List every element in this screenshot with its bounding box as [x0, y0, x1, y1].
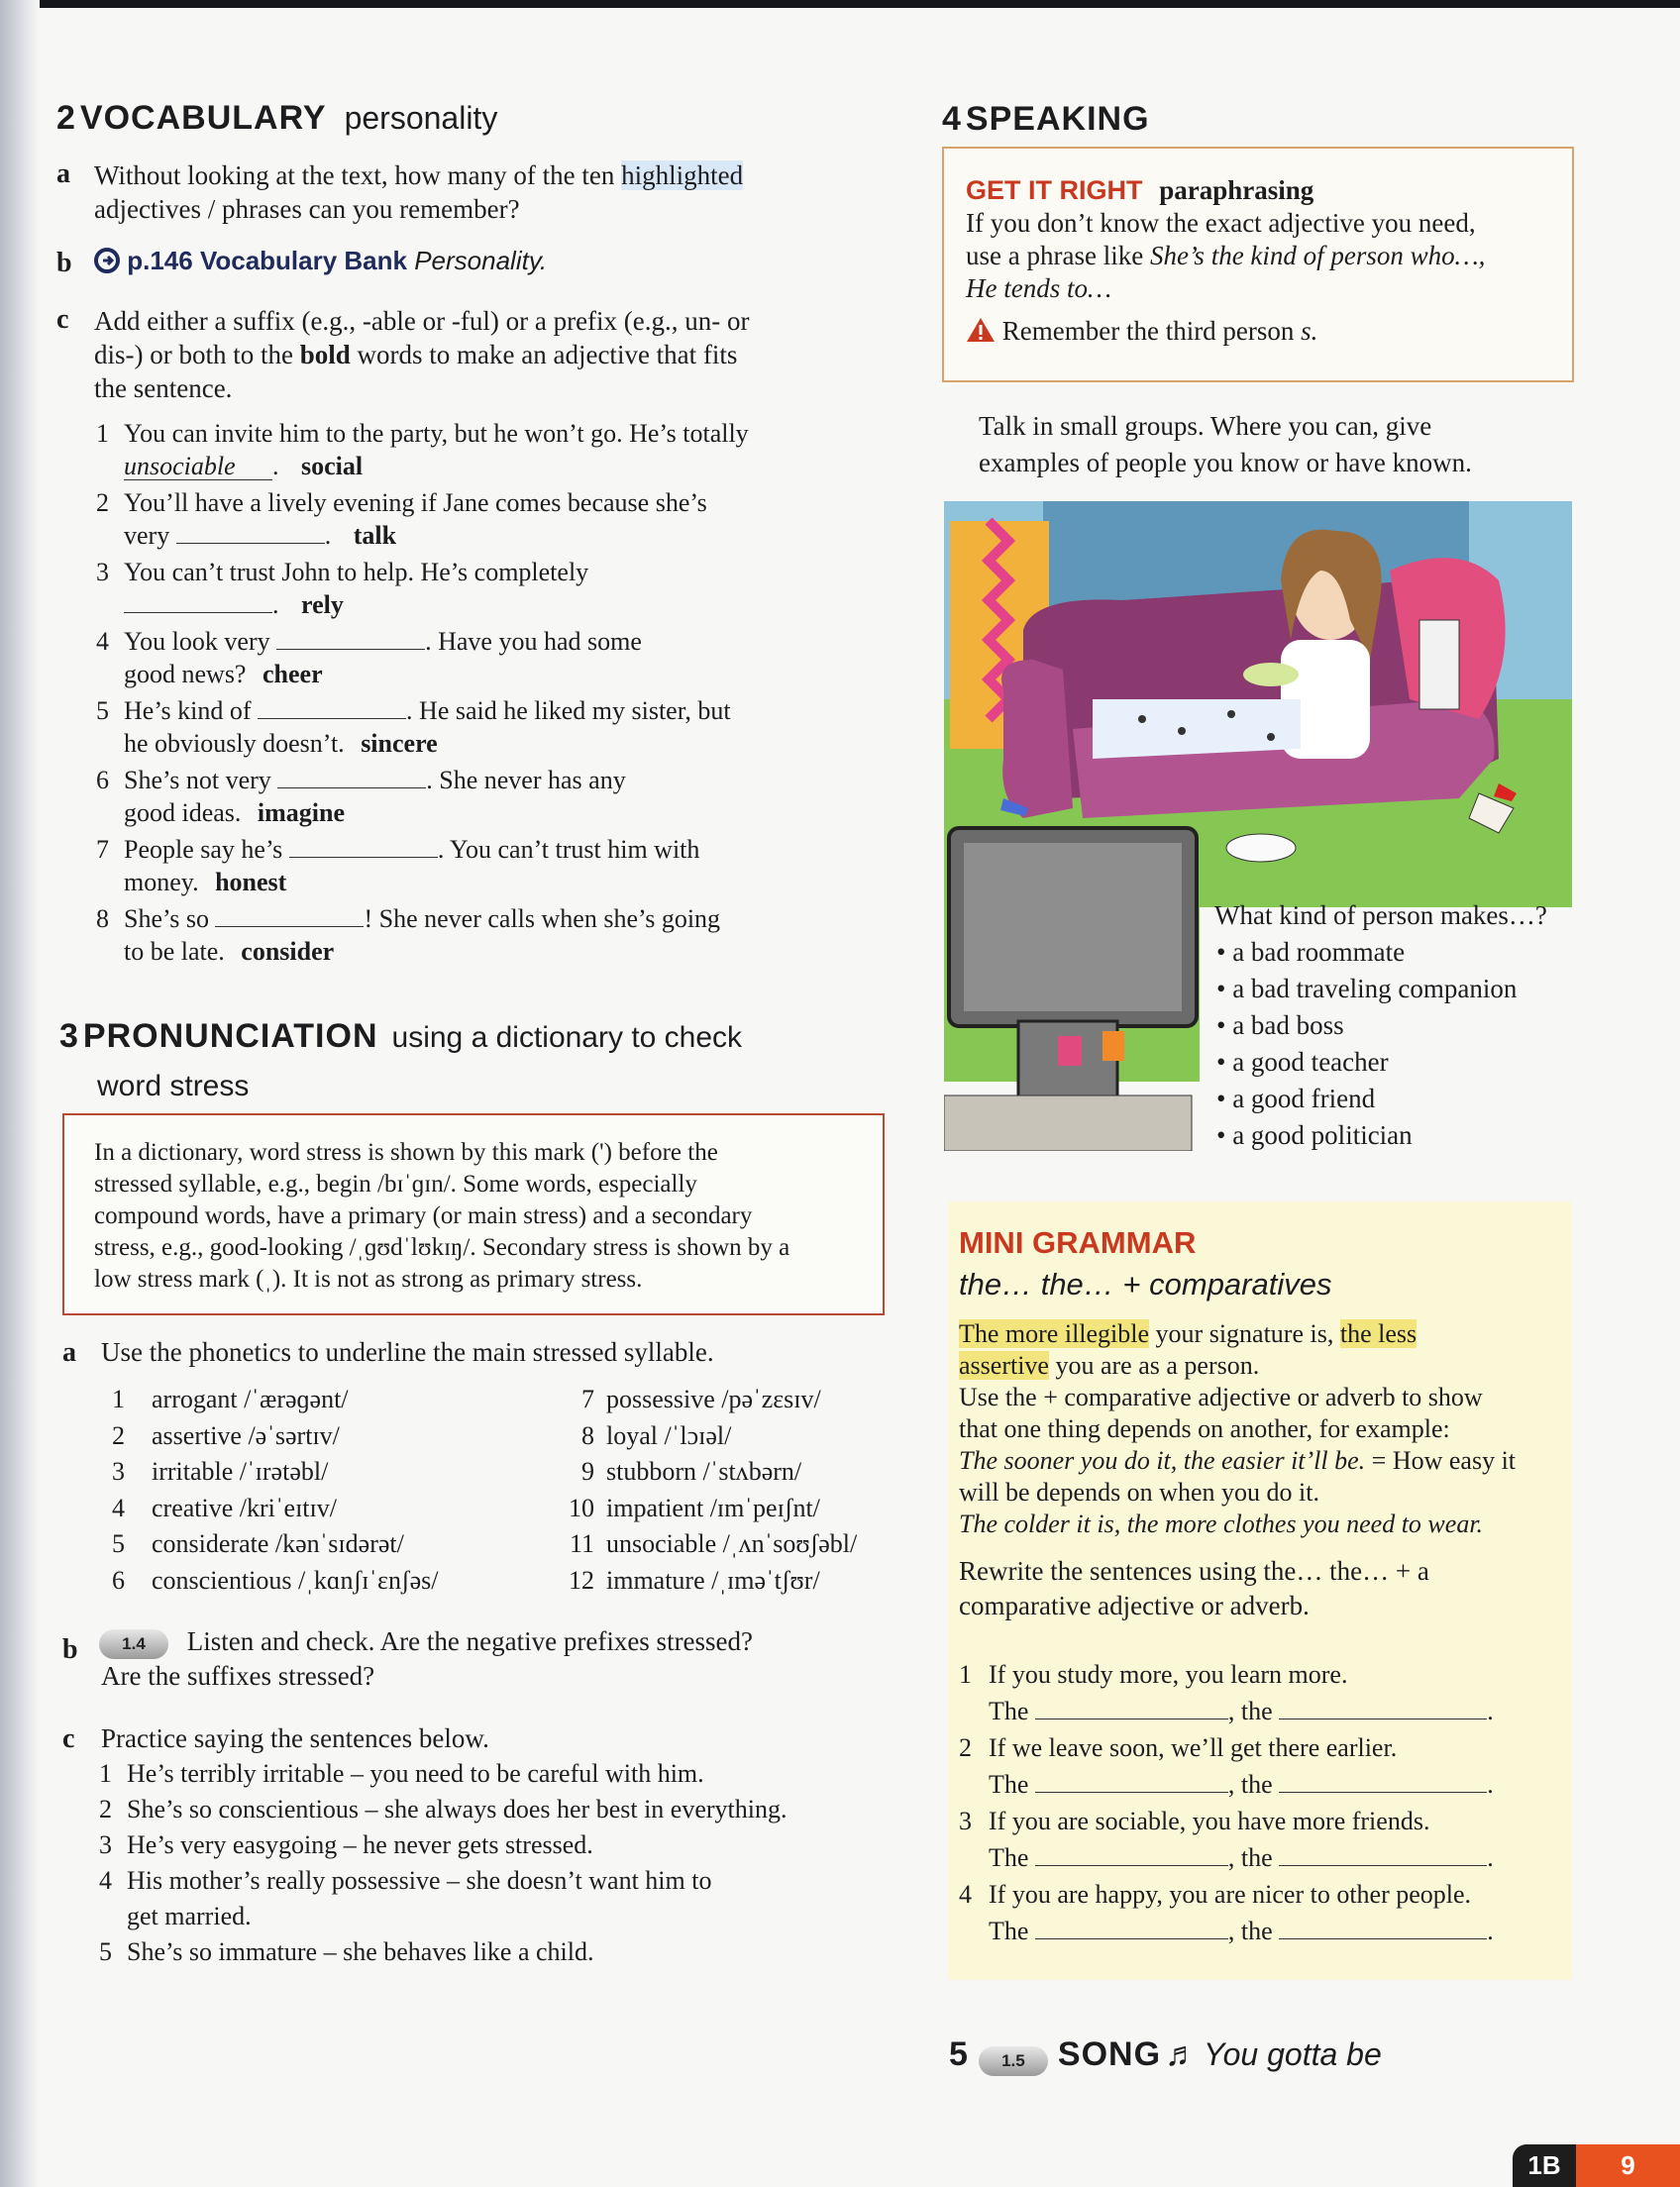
word-row: [543, 1382, 857, 1418]
audio-track-badge[interactable]: 1.4: [99, 1629, 168, 1659]
sentence-text: She’s so immature – she behaves like a child.: [127, 1937, 594, 1966]
word-row: [112, 1563, 439, 1600]
word-row: [543, 1526, 857, 1563]
item-number: 4: [959, 1880, 972, 1909]
rewrite-items: [959, 1656, 1494, 1949]
bullet-item: • a bad boss: [1216, 1007, 1547, 1044]
bullet-list: [1216, 934, 1547, 1154]
text: words to make an adjective that fits: [357, 340, 738, 369]
text: will be depends on when you do it.: [959, 1478, 1319, 1507]
text: the sentence.: [94, 373, 233, 403]
link-text: p.146 Vocabulary Bank: [127, 246, 407, 275]
word-number: 9: [581, 1457, 594, 1486]
exercise-letter: a: [56, 158, 70, 189]
word-number: 5: [112, 1529, 125, 1558]
base-word: rely: [301, 590, 344, 619]
text: .: [1487, 1697, 1494, 1725]
word-phonetic[interactable]: possessive /pəˈzɛsɪv/: [606, 1385, 821, 1413]
base-word: sincere: [361, 729, 438, 758]
section-title: SPEAKING: [965, 100, 1150, 138]
text: , the: [1227, 1843, 1273, 1872]
pronunciation-heading: [59, 1014, 742, 1113]
answer-blank[interactable]: [1035, 1917, 1228, 1939]
get-it-right-box: [942, 147, 1574, 382]
item-number: 1: [959, 1660, 972, 1689]
mini-grammar-title: MINI GRAMMAR: [959, 1225, 1197, 1260]
item-number: 2: [96, 488, 109, 517]
word-phonetic[interactable]: irritable /ˈɪrətəbl/: [152, 1457, 329, 1486]
exercise-letter: b: [62, 1634, 78, 1665]
highlight: the less: [1339, 1319, 1418, 1348]
word-number: 3: [112, 1457, 125, 1486]
item-number: 5: [96, 696, 109, 725]
text: .: [1487, 1843, 1494, 1872]
song-name: You gotta be: [1204, 2036, 1382, 2072]
base-word: cheer: [262, 660, 323, 688]
item-text: . She never has any: [426, 766, 626, 794]
music-note-icon: ♬: [1165, 2035, 1201, 2073]
box-line: stress, e.g., good-looking /ˌɡʊdˈlʊkɪŋ/. Secondary stress is shown by a: [94, 1234, 790, 1261]
text: Use the + comparative adjective or adverb to show: [959, 1383, 1483, 1411]
answer-example: unsociable: [124, 454, 272, 480]
answer-blank[interactable]: [1279, 1697, 1487, 1719]
text: examples of people you know or have known.: [979, 448, 1472, 477]
text: = How easy it: [1371, 1446, 1517, 1475]
speaking-intro: [979, 408, 1472, 481]
word-phonetic[interactable]: assertive /əˈsərtɪv/: [152, 1420, 340, 1450]
item-text: If you are happy, you are nicer to other people.: [989, 1880, 1472, 1909]
item-text: good news?: [124, 660, 247, 688]
vocab-a-text: [94, 158, 867, 226]
base-word: talk: [353, 521, 397, 550]
pron-c-text: Practice saying the sentences below.: [101, 1723, 489, 1753]
question-block: [1214, 897, 1547, 1154]
box-line: low stress mark (ˌ). It is not as strong as primary stress.: [94, 1266, 643, 1293]
word-phonetic[interactable]: considerate /kənˈsɪdərət/: [152, 1529, 404, 1558]
sentence: [99, 1792, 788, 1827]
text: Rewrite the sentences using the… the… + a: [959, 1556, 1429, 1586]
word-row: [112, 1526, 439, 1563]
base-word: consider: [241, 937, 335, 966]
text: Remember the third person: [1001, 316, 1295, 346]
item-number: 7: [96, 835, 109, 864]
item-text: You look very: [124, 627, 270, 656]
dictionary-info-box: [62, 1113, 885, 1315]
sentence-number: 3: [99, 1830, 112, 1859]
vocab-item: [96, 902, 720, 968]
word-phonetic[interactable]: loyal /ˈlɔɪəl/: [606, 1420, 732, 1450]
item-text: .: [324, 521, 332, 550]
item-text: You can’t trust John to help. He’s completely: [124, 558, 589, 586]
word-row: [543, 1418, 857, 1455]
page-number: 9: [1576, 2144, 1680, 2187]
text: He tends to…: [966, 273, 1111, 303]
text: , the: [1227, 1697, 1273, 1725]
item-text: he obviously doesn’t.: [124, 729, 345, 758]
rewrite-item: [959, 1656, 1494, 1729]
answer-blank[interactable]: [258, 696, 406, 719]
section-number: 4: [942, 100, 962, 138]
word-number: 12: [569, 1565, 594, 1595]
highlight: The more illegible: [959, 1319, 1150, 1348]
vocab-item: [96, 556, 588, 621]
arrow-circle-icon: [94, 248, 120, 273]
text: Without looking at the text, how many of the ten: [94, 160, 615, 190]
sentence-number: 4: [99, 1866, 112, 1895]
box-line: stressed syllable, e.g., begin /bɪˈɡɪn/. Some words, especially: [94, 1171, 697, 1198]
item-number: 8: [96, 904, 109, 933]
word-number: 7: [581, 1385, 594, 1413]
text: .: [1487, 1770, 1494, 1799]
unit-label: 1B: [1513, 2144, 1576, 2187]
answer-blank[interactable]: [1279, 1843, 1487, 1866]
word-row: [112, 1454, 439, 1491]
vocab-item: [96, 486, 707, 552]
get-it-right-title: GET IT RIGHT: [966, 175, 1143, 205]
practice-sentences: [99, 1756, 788, 1970]
item-text: .: [272, 590, 279, 619]
item-text: ! She never calls when she’s going: [364, 904, 721, 933]
pron-a-text: Use the phonetics to underline the main stressed syllable.: [101, 1337, 714, 1367]
box-line: compound words, have a primary (or main stress) and a secondary: [94, 1202, 753, 1229]
item-text: You’ll have a lively evening if Jane comes because she’s: [124, 488, 707, 517]
text: use a phrase like: [966, 241, 1144, 270]
vocab-item: [96, 417, 749, 482]
word-row: [112, 1491, 439, 1527]
item-number: 6: [96, 766, 109, 794]
sentence: [99, 1934, 788, 1970]
text: Listen and check. Are the negative prefixes stressed?: [186, 1626, 754, 1656]
sentence-text: get married.: [127, 1902, 252, 1930]
answer-blank[interactable]: [1035, 1697, 1228, 1719]
text: Talk in small groups. Where you can, give: [979, 411, 1432, 441]
text: you are as a person.: [1055, 1351, 1260, 1380]
sentence-text: He’s very easygoing – he never gets stressed.: [127, 1830, 593, 1859]
text: Add either a suffix (e.g., -able or -ful) or a prefix (e.g., un- or: [94, 306, 750, 336]
vocab-bank-link[interactable]: [94, 246, 547, 276]
word-phonetic[interactable]: unsociable /ˌʌnˈsoʊʃəbl/: [606, 1529, 858, 1558]
section-title: VOCABULARY: [79, 99, 327, 137]
item-text: You can invite him to the party, but he won’t go. He’s totally: [124, 419, 749, 448]
sentence: [99, 1827, 788, 1863]
get-it-right-subtitle: paraphrasing: [1159, 175, 1314, 205]
word-number: 11: [569, 1529, 594, 1558]
pron-b-text: [99, 1624, 753, 1693]
text: , the: [1227, 1770, 1273, 1799]
section-subtitle: personality: [344, 100, 498, 136]
word-phonetic[interactable]: conscientious /ˌkɑnʃɪˈɛnʃəs/: [152, 1565, 439, 1595]
text: , the: [1227, 1917, 1273, 1945]
bullet-item: • a good friend: [1216, 1081, 1547, 1117]
top-edge: [0, 0, 1680, 8]
answer-blank[interactable]: [289, 835, 438, 858]
sentence-text: He’s terribly irritable – you need to be careful with him.: [127, 1759, 704, 1788]
speaking-heading: [942, 100, 1150, 139]
answer-blank[interactable]: [215, 904, 364, 927]
vocab-item: [96, 764, 626, 829]
word-list-right: [543, 1382, 857, 1599]
text: The: [989, 1843, 1029, 1872]
text: She’s the kind of person who…,: [1149, 241, 1486, 270]
vocabulary-heading: [56, 99, 497, 138]
section-number: 5: [949, 2035, 969, 2073]
sentence-number: 5: [99, 1937, 112, 1966]
section-number: 2: [56, 99, 76, 137]
word-phonetic[interactable]: arrogant /ˈærəɡənt/: [152, 1385, 349, 1413]
text: Are the suffixes stressed?: [101, 1660, 375, 1691]
sentence-number: 2: [99, 1795, 112, 1823]
sentence-text: She’s so conscientious – she always does her best in everything.: [127, 1795, 788, 1823]
word-number: 2: [112, 1420, 125, 1450]
item-text: . Have you had some: [425, 627, 642, 656]
word-phonetic[interactable]: stubborn /ˈstʌbərn/: [606, 1457, 802, 1486]
rewrite-item: [959, 1876, 1494, 1949]
word-number: 6: [112, 1565, 125, 1595]
word-row: [112, 1382, 439, 1418]
answer-blank[interactable]: [1279, 1770, 1487, 1793]
text: adjectives / phrases can you remember?: [94, 194, 520, 224]
item-text: very: [124, 521, 170, 550]
rewrite-item: [959, 1729, 1494, 1803]
word-phonetic[interactable]: creative /kriˈeɪtɪv/: [152, 1493, 337, 1522]
vocab-c-instructions: [94, 304, 877, 405]
item-text: If you study more, you learn more.: [989, 1660, 1348, 1689]
mini-grammar-subtitle: the… the… + comparatives: [959, 1267, 1332, 1302]
rewrite-item: [959, 1803, 1494, 1876]
warning-icon: [966, 316, 996, 344]
answer-blank[interactable]: [276, 627, 425, 650]
section-subtitle: using a dictionary to check: [391, 1021, 743, 1054]
exercise-letter: c: [56, 304, 69, 335]
mini-grammar-box: [948, 1201, 1572, 1980]
item-text: If we leave soon, we’ll get there earlier.: [989, 1733, 1398, 1762]
item-text: She’s not very: [124, 766, 271, 794]
text: your signature is,: [1155, 1319, 1334, 1348]
highlighted-word: highlighted: [621, 160, 744, 190]
box-line: In a dictionary, word stress is shown by this mark (') before the: [94, 1139, 718, 1166]
text: dis-) or both to the: [94, 340, 293, 369]
bullet-item: • a good politician: [1216, 1117, 1547, 1154]
answer-blank[interactable]: [1279, 1917, 1487, 1939]
word-list-left: [112, 1382, 439, 1599]
item-text: People say he’s: [124, 835, 283, 864]
sentence-number: 1: [99, 1759, 112, 1788]
link-text-italic: Personality.: [414, 246, 548, 275]
text: that one thing depends on another, for example:: [959, 1414, 1450, 1443]
answer-blank[interactable]: [1035, 1770, 1228, 1793]
vocab-item: [96, 625, 642, 690]
warning-line: [966, 315, 1572, 348]
sentence: [99, 1863, 788, 1899]
item-text: .: [272, 452, 279, 480]
item-text: money.: [124, 868, 199, 896]
vocab-item: [96, 694, 731, 760]
item-text: . You can’t trust him with: [437, 835, 700, 864]
base-word: imagine: [257, 798, 346, 827]
item-text: He’s kind of: [124, 696, 252, 725]
text: The sooner you do it, the easier it’ll be.: [959, 1446, 1366, 1475]
highlight: assertive: [959, 1351, 1049, 1380]
answer-blank[interactable]: [277, 766, 426, 788]
exercise-letter: c: [62, 1723, 75, 1754]
item-number: 4: [96, 627, 109, 656]
word-row: [543, 1563, 857, 1600]
vocab-item: [96, 833, 699, 898]
item-text: If you are sociable, you have more friends.: [989, 1807, 1430, 1835]
item-text: good ideas.: [124, 798, 242, 827]
word-row: [543, 1454, 857, 1491]
answer-blank[interactable]: [176, 521, 325, 544]
text: comparative adjective or adverb.: [959, 1591, 1310, 1620]
question-text: What kind of person makes…?: [1214, 900, 1547, 930]
item-text: to be late.: [124, 937, 225, 966]
item-number: 1: [96, 419, 109, 448]
text: s.: [1301, 316, 1318, 346]
answer-blank[interactable]: [1035, 1843, 1228, 1866]
word-number: 4: [112, 1493, 125, 1522]
bullet-item: • a bad traveling companion: [1216, 971, 1547, 1007]
exercise-letter: a: [62, 1337, 76, 1368]
word-row: [543, 1491, 857, 1527]
word-number: 10: [569, 1493, 594, 1522]
item-text: . He said he liked my sister, but: [406, 696, 731, 725]
section-title: SONG: [1057, 2035, 1162, 2073]
bullet-item: • a bad roommate: [1216, 934, 1547, 971]
word-phonetic[interactable]: impatient /ɪmˈpeɪʃnt/: [606, 1493, 820, 1522]
exercise-letter: b: [56, 248, 72, 278]
bullet-item: • a good teacher: [1216, 1044, 1547, 1081]
word-number: 1: [112, 1385, 125, 1413]
section-title: PRONUNCIATION: [82, 1017, 378, 1055]
base-word: social: [301, 452, 364, 480]
text: .: [1487, 1917, 1494, 1945]
text: bold: [299, 340, 351, 369]
mini-grammar-body: [959, 1318, 1563, 1623]
word-row: [112, 1418, 439, 1455]
sentence-text: His mother’s really possessive – she doesn’t want him to: [127, 1866, 712, 1895]
text: The: [989, 1697, 1029, 1725]
base-word: honest: [215, 868, 287, 896]
text: The colder it is, the more clothes you need to wear.: [959, 1510, 1484, 1538]
sentence: [99, 1899, 788, 1934]
item-number: 3: [96, 558, 109, 586]
sentence: [99, 1756, 788, 1792]
section-number: 3: [59, 1017, 79, 1055]
section-subtitle: word stress: [97, 1070, 250, 1102]
get-it-right-header: [966, 174, 1572, 207]
audio-track-badge[interactable]: 1.5: [979, 2046, 1048, 2076]
word-number: 8: [581, 1420, 594, 1450]
answer-blank[interactable]: [124, 590, 272, 613]
book-spine-shadow: [0, 0, 40, 2187]
item-number: 3: [959, 1807, 972, 1835]
item-number: 2: [959, 1733, 972, 1762]
text: The: [989, 1917, 1029, 1945]
text: If you don’t know the exact adjective you need,: [966, 208, 1476, 238]
word-phonetic[interactable]: immature /ˌɪməˈtʃʊr/: [606, 1565, 820, 1595]
song-heading: [949, 2035, 1382, 2076]
item-text: She’s so: [124, 904, 209, 933]
text: The: [989, 1770, 1029, 1799]
